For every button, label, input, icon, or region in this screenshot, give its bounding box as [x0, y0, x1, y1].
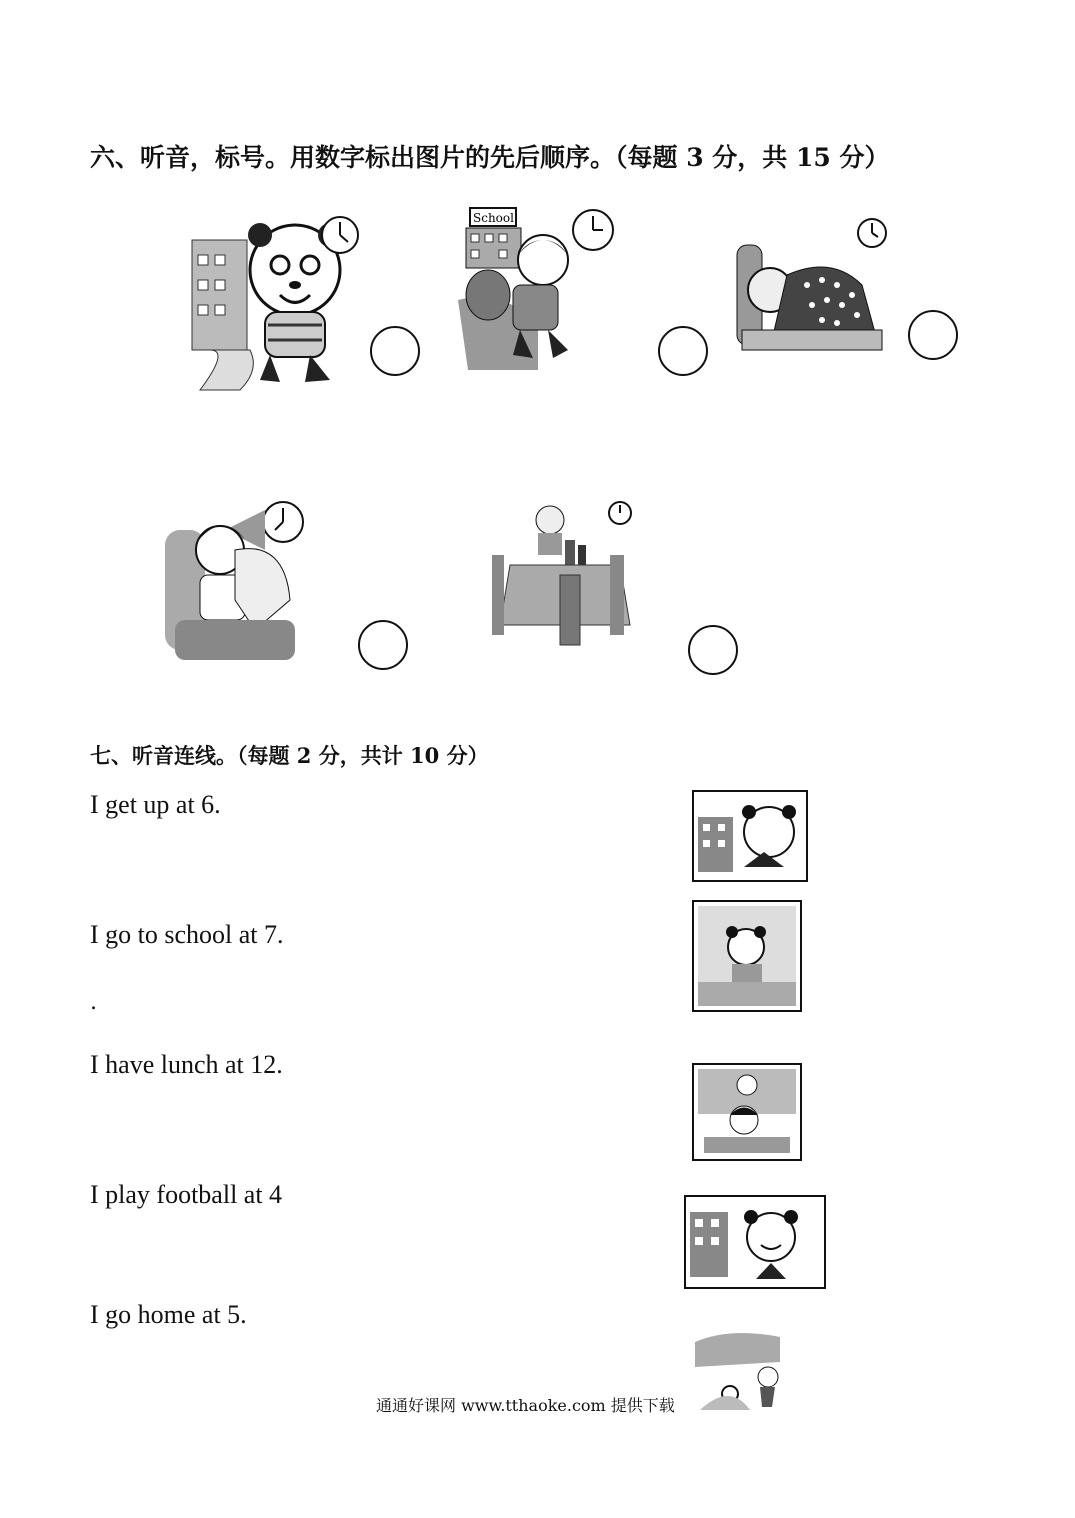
answer-circle-4[interactable]	[358, 620, 408, 670]
svg-text:School: School	[473, 211, 514, 225]
section6-heading: 六、听音，标号。用数字标出图片的先后顺序。（每题 3 分，共 15 分）	[90, 143, 890, 172]
boy-running-to-school-icon	[458, 200, 618, 370]
boy-eating-lunch-icon[interactable]	[692, 1063, 802, 1161]
answer-circle-1[interactable]	[370, 326, 420, 376]
panda-getting-up-icon[interactable]	[692, 900, 802, 1012]
answer-circle-2[interactable]	[658, 326, 708, 376]
child-sleeping-in-bed-icon	[732, 205, 887, 355]
sentence-1: I get up at 6.	[90, 790, 221, 819]
sentence-2: I go to school at 7.	[90, 920, 284, 949]
answer-circle-5[interactable]	[688, 625, 738, 675]
answer-circle-3[interactable]	[908, 310, 958, 360]
boy-at-dinner-table-icon	[490, 495, 635, 650]
panda-going-home-icon[interactable]	[692, 790, 808, 882]
boy-playing-football-icon[interactable]	[690, 1322, 786, 1412]
panda-at-school-icon[interactable]	[684, 1195, 826, 1289]
sentence-5: I go home at 5.	[90, 1300, 247, 1329]
section7-heading: 七、听音连线。（每题 2 分，共计 10 分）	[90, 743, 489, 768]
panda-walking-to-school-icon	[190, 200, 360, 395]
boy-getting-up-icon	[165, 490, 305, 670]
sentence-3: I have lunch at 12.	[90, 1050, 283, 1079]
footer-source: 通通好课网 www.tthaoke.com 提供下载	[376, 1396, 675, 1415]
sentence-4: I play football at 4	[90, 1180, 283, 1209]
stray-mark: .	[90, 990, 97, 1015]
